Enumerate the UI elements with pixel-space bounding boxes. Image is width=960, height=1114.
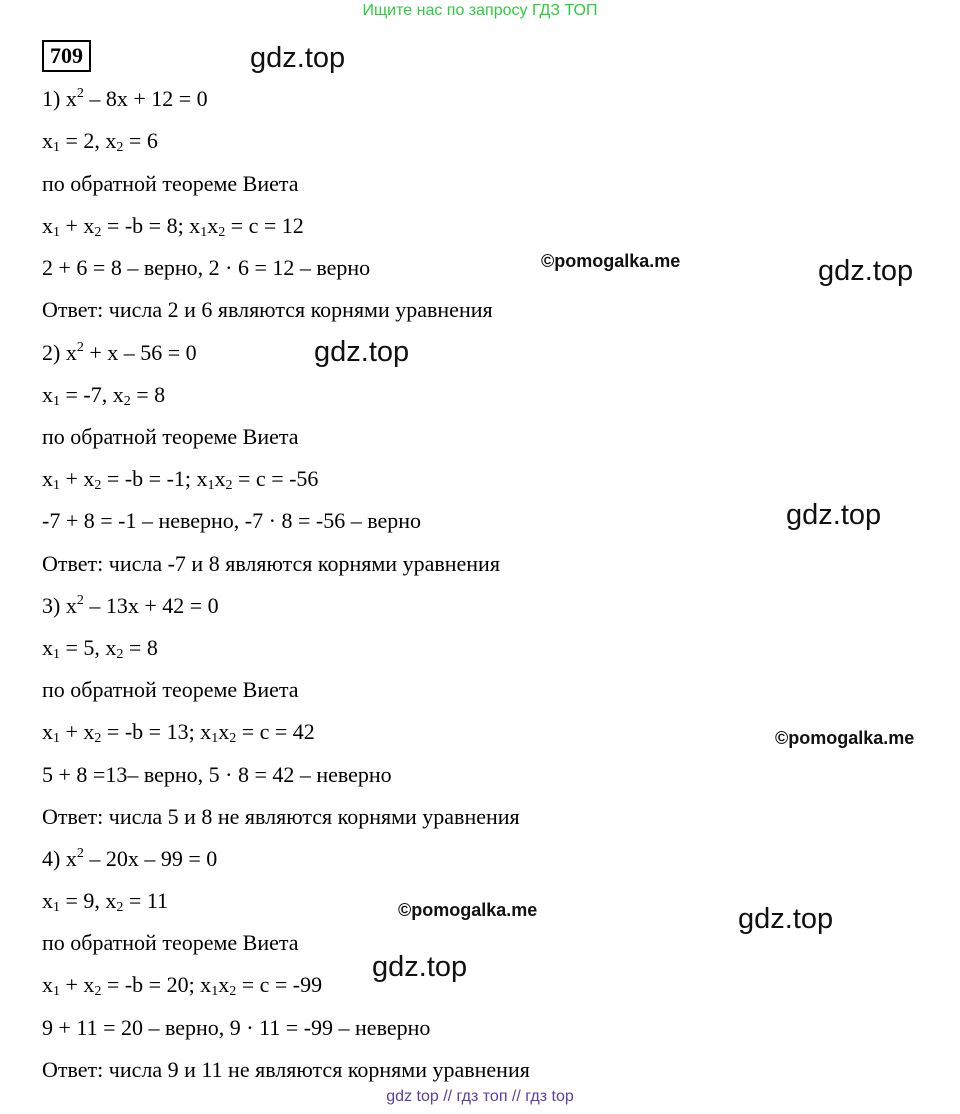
equation-2: 2) $x^2 + x - 56 = 0$ xyxy=(42,340,197,365)
watermark-gdz: gdz.top xyxy=(250,42,346,74)
roots-2: $x_1 = -7$, $x_2 = 8$ xyxy=(42,382,166,409)
check-2: -7 + 8 = -1 – неверно, -7 · 8 = -56 – верно xyxy=(42,508,421,533)
answer-3: Ответ: числа 5 и 8 не являются корнями уравнения xyxy=(42,804,520,829)
roots-4: $x_1 = 9$, $x_2 = 11$ xyxy=(42,888,169,915)
equation-3: 3) $x^2 - 13x + 42 = 0$ xyxy=(42,593,219,618)
equation-1: 1) $x^2 - 8x + 12 = 0$ xyxy=(42,86,208,111)
vieta-3: $x_1 + x_2 = -b = 13$; $x_1x_2 = c = 42$ xyxy=(42,719,315,746)
theorem-1: по обратной теореме Виета xyxy=(42,171,299,196)
top-banner: Ищите нас по запросу ГДЗ ТОП xyxy=(362,2,598,19)
roots-1: $x_1 = 2$, $x_2 = 6$ xyxy=(42,128,158,155)
theorem-2: по обратной теореме Виета xyxy=(42,424,299,449)
watermark-gdz: gdz.top xyxy=(372,951,468,983)
check-4: 9 + 11 = 20 – верно, 9 · 11 = -99 – неверно xyxy=(42,1015,431,1040)
check-3: 5 + 8 =13– верно, 5 · 8 = 42 – неверно xyxy=(42,762,392,787)
answer-4: Ответ: числа 9 и 11 не являются корнями уравнения xyxy=(42,1057,530,1082)
answer-1: Ответ: числа 2 и 6 являются корнями уравнения xyxy=(42,297,493,322)
watermark-gdz: gdz.top xyxy=(818,255,914,287)
check-1: 2 + 6 = 8 – верно, 2 · 6 = 12 – верно xyxy=(42,255,371,280)
vieta-2: $x_1 + x_2 = -b = -1$; $x_1x_2 = c = -56$ xyxy=(42,466,319,493)
roots-3: $x_1 = 5$, $x_2 = 8$ xyxy=(42,635,158,662)
watermark-gdz: gdz.top xyxy=(314,336,410,368)
watermark-gdz: gdz.top xyxy=(738,903,834,935)
watermark-pomogalka: ©pomogalka.me xyxy=(775,728,915,748)
watermark-pomogalka: ©pomogalka.me xyxy=(541,251,681,271)
task-number: 709 xyxy=(42,40,91,72)
footer: gdz top // гдз топ // гдз top xyxy=(386,1088,574,1105)
vieta-1: $x_1 + x_2 = -b = 8$; $x_1x_2 = c = 12$ xyxy=(42,213,304,240)
theorem-3: по обратной теореме Виета xyxy=(42,677,299,702)
watermark-pomogalka: ©pomogalka.me xyxy=(398,900,538,920)
vieta-4: $x_1 + x_2 = -b = 20$; $x_1x_2 = c = -99$ xyxy=(42,972,323,999)
theorem-4: по обратной теореме Виета xyxy=(42,930,299,955)
equation-4: 4) $x^2 - 20x - 99 = 0$ xyxy=(42,846,218,871)
watermark-gdz: gdz.top xyxy=(786,499,882,531)
answer-2: Ответ: числа -7 и 8 являются корнями уравнения xyxy=(42,551,500,576)
